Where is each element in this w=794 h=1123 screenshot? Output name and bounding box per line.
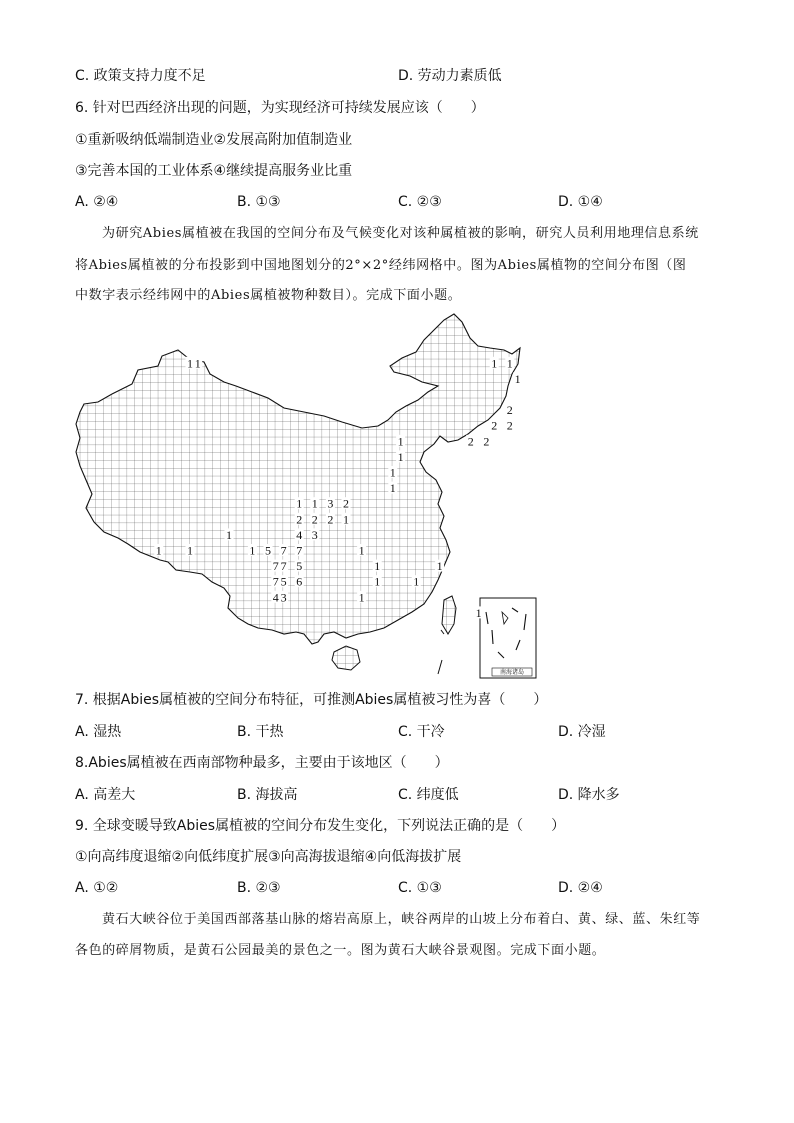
hainan-island: [332, 646, 360, 670]
q6-statements-2: ③完善本国的工业体系④继续提高服务业比重: [75, 163, 353, 179]
cell-number: 1: [374, 559, 381, 574]
cell-number: 1: [389, 465, 396, 480]
china-abies-distribution-map: [72, 312, 542, 682]
cell-number: 1: [506, 356, 513, 371]
q6-option-c: C. ②③: [398, 194, 442, 210]
south-china-sea-inset: [480, 598, 536, 678]
passage1-line1: 为研究Abies属植被在我国的空间分布及气候变化对该种属植被的影响，研究人员利用地理信息系统: [102, 226, 699, 241]
q8-option-c: C. 纬度低: [398, 787, 459, 803]
cell-number: 1: [187, 356, 193, 371]
cell-number: 1: [296, 496, 303, 511]
q7-stem: 7. 根据Abies属植被的空间分布特征，可推测Abies属植被习性为喜（ ）: [75, 692, 548, 708]
cell-number: 2: [343, 496, 349, 511]
cell-number: 4: [296, 527, 303, 542]
cell-number: 1: [311, 496, 318, 511]
q9-option-b: B. ②③: [237, 880, 281, 896]
q6-option-a: A. ②④: [75, 194, 119, 210]
cell-number: 1: [413, 574, 420, 589]
cell-number: 7: [272, 574, 279, 589]
q7-option-a: A. 湿热: [75, 724, 122, 740]
cell-number: 2: [506, 418, 513, 433]
cell-number: 1: [475, 605, 482, 620]
china-outline-grid: [76, 314, 520, 644]
cell-number: 1: [491, 356, 498, 371]
cell-number: 1: [397, 449, 404, 464]
cell-number: 5: [280, 574, 287, 589]
cell-number: 2: [327, 512, 334, 527]
cell-number: 3: [280, 590, 287, 605]
cell-number: 2: [483, 434, 490, 449]
cell-number: 1: [155, 543, 162, 558]
q8-option-d: D. 降水多: [558, 787, 620, 803]
cell-number: 2: [506, 403, 513, 418]
q7-option-b: B. 干热: [237, 724, 284, 740]
cell-number: 1: [436, 559, 443, 574]
cell-number: 1: [343, 512, 349, 527]
passage2-line2: 各色的碎屑物质，是黄石公园最美的景色之一。图为黄石大峡谷景观图。完成下面小题。: [75, 943, 606, 958]
q7-option-d: D. 冷湿: [558, 724, 606, 740]
q8-option-b: B. 海拔高: [237, 787, 298, 803]
cell-number: 1: [397, 434, 404, 449]
cell-number: 1: [194, 356, 201, 371]
q7-option-c: C. 干冷: [398, 724, 445, 740]
cell-number: 1: [358, 543, 365, 558]
q9-option-c: C. ①③: [398, 880, 442, 896]
cell-number: 7: [296, 543, 303, 558]
passage2-line1: 黄石大峡谷位于美国西部落基山脉的熔岩高原上，峡谷两岸的山坡上分布着白、黄、绿、蓝、朱红等: [102, 912, 701, 927]
cell-number: 1: [187, 543, 193, 558]
cell-number: 2: [311, 512, 318, 527]
q5-option-c: C. 政策支持力度不足: [75, 68, 206, 84]
q6-statements-1: ①重新吸纳低端制造业②发展高附加值制造业: [75, 132, 353, 148]
cell-number: 5: [265, 543, 271, 558]
cell-number: 1: [389, 481, 396, 496]
cell-number: 7: [280, 559, 287, 574]
q8-option-a: A. 高差大: [75, 787, 136, 803]
inset-label: 南海诸岛: [499, 670, 525, 676]
q9-option-a: A. ①②: [75, 880, 119, 896]
cell-number: 1: [358, 590, 365, 605]
q9-stem: 9. 全球变暖导致Abies属植被的空间分布发生变化，下列说法正确的是（ ）: [75, 818, 566, 834]
cell-number: 1: [514, 371, 521, 386]
cell-number: 1: [226, 527, 232, 542]
cell-number: 2: [491, 418, 498, 433]
cell-number: 7: [272, 559, 279, 574]
cell-number: 1: [374, 574, 381, 589]
cell-number: 3: [311, 527, 318, 542]
cell-number: 2: [467, 434, 474, 449]
cell-number: 3: [327, 496, 334, 511]
cell-number: 6: [296, 574, 303, 589]
cell-number: 1: [249, 543, 256, 558]
q9-option-d: D. ②④: [558, 880, 603, 896]
passage1-line3: 中数字表示经纬网中的Abies属植被物种数目）。完成下面小题。: [75, 288, 462, 303]
q5-option-d: D. 劳动力素质低: [398, 68, 502, 84]
q9-statements: ①向高纬度退缩②向低纬度扩展③向高海拔退缩④向低海拔扩展: [75, 849, 462, 865]
q6-stem: 6. 针对巴西经济出现的问题，为实现经济可持续发展应该（ ）: [75, 100, 485, 116]
map-svg: [72, 312, 542, 682]
cell-number: 2: [296, 512, 303, 527]
q8-stem: 8.Abies属植被在西南部物种最多，主要由于该地区（ ）: [75, 755, 449, 771]
q6-option-d: D. ①④: [558, 194, 603, 210]
cell-number: 7: [280, 543, 287, 558]
passage1-line2: 将Abies属植被的分布投影到中国地图划分的2°×2°经纬网格中。图为Abies属植物的空间分布图（图: [75, 258, 687, 273]
cell-number: 4: [272, 590, 279, 605]
island-dash: [438, 660, 442, 674]
island-dash: [441, 630, 444, 634]
taiwan-island: [442, 596, 456, 634]
q6-option-b: B. ①③: [237, 194, 281, 210]
cell-number: 5: [296, 559, 303, 574]
